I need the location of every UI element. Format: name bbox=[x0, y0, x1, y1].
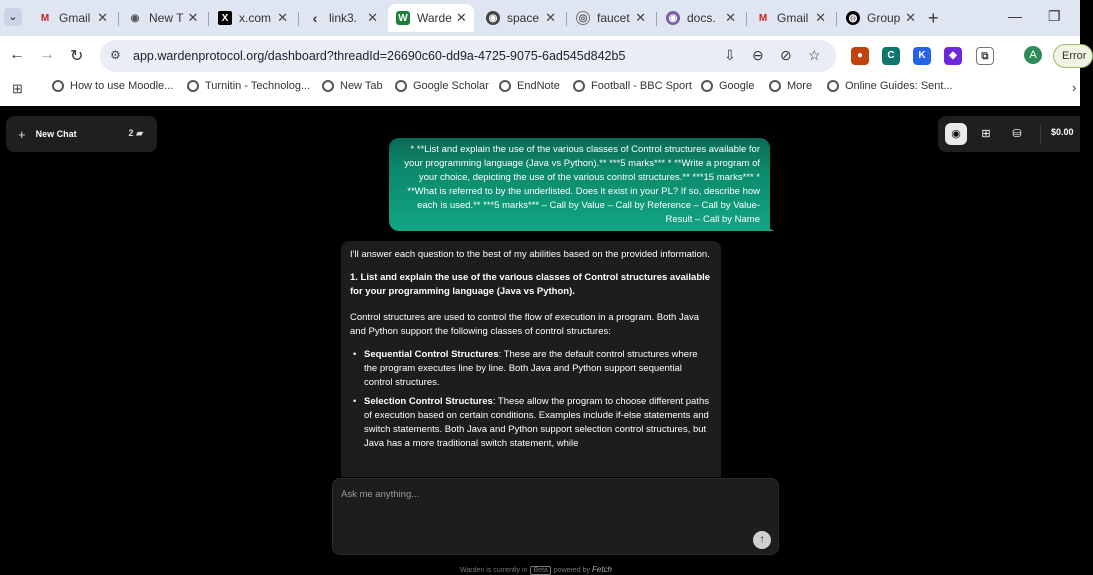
tab-x[interactable]: X x.com ✕ bbox=[210, 4, 296, 32]
globe-icon bbox=[395, 80, 407, 92]
assistant-heading: 1. List and explain the use of the various classes of Control structures available for your programming language (Java vs Python). bbox=[350, 272, 711, 297]
apps-grid-icon[interactable]: ⊞ bbox=[12, 81, 23, 96]
close-icon[interactable]: ✕ bbox=[635, 10, 646, 25]
extension-c-icon[interactable]: C bbox=[882, 47, 900, 65]
forward-arrow-icon[interactable]: → bbox=[39, 46, 55, 63]
reload-icon[interactable]: ↻ bbox=[70, 48, 84, 65]
restore-icon[interactable]: ❐ bbox=[1048, 8, 1061, 24]
close-icon[interactable]: ✕ bbox=[97, 10, 108, 25]
site-info-icon[interactable]: ⚙ bbox=[110, 48, 121, 62]
bookmark-new-tab[interactable]: New Tab bbox=[322, 80, 383, 92]
tab-docs[interactable]: ◉ docs. ✕ bbox=[658, 4, 744, 32]
bookmarks-overflow-icon[interactable]: › bbox=[1072, 80, 1077, 95]
error-chip[interactable]: Error bbox=[1053, 44, 1093, 68]
tab-strip bbox=[0, 0, 1080, 36]
new-chat-button[interactable] bbox=[6, 116, 157, 152]
globe-icon bbox=[701, 80, 713, 92]
list-item: • Sequential Control Structures: These are the default control structures where the program executes line by line. Both Java and Python support sequential control structures. bbox=[350, 348, 712, 390]
eye-slash-icon[interactable]: ⊘ bbox=[780, 47, 792, 63]
faucet-icon: ◎ bbox=[576, 11, 590, 25]
send-arrow-icon[interactable]: ↑ bbox=[753, 531, 771, 549]
extensions-puzzle-icon[interactable]: ⧉ bbox=[976, 47, 994, 65]
extension-shield-icon[interactable]: ◆ bbox=[944, 47, 962, 65]
globe-icon bbox=[322, 80, 334, 92]
assistant-list bbox=[350, 348, 712, 451]
close-icon[interactable]: ✕ bbox=[277, 10, 288, 25]
globe-icon bbox=[573, 80, 585, 92]
tab-faucet[interactable]: ◎ faucet ✕ bbox=[568, 4, 654, 32]
extension-flame-icon[interactable]: ● bbox=[851, 47, 869, 65]
footer-note: Warden is currently in Beta powered by Fetch bbox=[460, 565, 613, 574]
minimize-icon[interactable]: — bbox=[1008, 8, 1022, 24]
assistant-intro: I'll answer each question to the best of my abilities based on the provided information. bbox=[350, 249, 710, 260]
close-icon[interactable]: ✕ bbox=[725, 10, 736, 25]
tab-group[interactable]: ◍ Group ✕ bbox=[838, 4, 924, 32]
bookmark-google-scholar[interactable]: Google Scholar bbox=[395, 80, 489, 92]
docs-icon: ◉ bbox=[666, 11, 680, 25]
assistant-message bbox=[341, 241, 721, 477]
bookmark-online-guides[interactable]: Online Guides: Sent... bbox=[827, 80, 953, 92]
bookmark-turnitin[interactable]: Turnitin - Technolog... bbox=[187, 80, 310, 92]
globe-icon bbox=[769, 80, 781, 92]
plus-icon: + bbox=[18, 126, 26, 142]
user-message-bubble: * **List and explain the use of the various classes of Control structures available for your programming language (Java vs Python).** ***5 marks*** * **Write a program of your choice, depicting the use of the various control structures.** ***15 marks*** * **What is referred to by the underlisted. Does it exist in your PL? If so, describe how each is used.** ***5 marks*** – Call by Value – Call by Reference – Call by Value-Result – Call by Name bbox=[389, 138, 770, 231]
install-app-icon[interactable]: ⇩ bbox=[724, 47, 736, 63]
new-tab-plus-icon[interactable]: + bbox=[928, 8, 939, 28]
close-icon[interactable]: ✕ bbox=[815, 10, 826, 25]
chat-mode-icon[interactable]: ◉ bbox=[945, 123, 967, 145]
globe-icon bbox=[827, 80, 839, 92]
tab-gmail[interactable]: M Gmail ✕ bbox=[30, 4, 116, 32]
globe-icon bbox=[499, 80, 511, 92]
chrome-icon: ◉ bbox=[130, 12, 140, 24]
tab-space[interactable]: ◉ space ✕ bbox=[478, 4, 564, 32]
space-icon: ◉ bbox=[486, 11, 500, 25]
profile-avatar[interactable]: A bbox=[1024, 46, 1042, 64]
beta-badge: Beta bbox=[530, 566, 550, 575]
chat-count: 2 ▰ bbox=[128, 128, 143, 138]
bookmarks-bar bbox=[0, 76, 1080, 100]
apps-grid-icon[interactable]: ⊞ bbox=[981, 128, 991, 140]
star-bookmark-icon[interactable]: ☆ bbox=[808, 47, 821, 63]
bookmark-bbc-sport[interactable]: Football - BBC Sport bbox=[573, 80, 692, 92]
bookmark-google[interactable]: Google bbox=[701, 80, 754, 92]
warden-icon: W bbox=[396, 11, 410, 25]
tab-warden[interactable]: W Warde ✕ bbox=[388, 4, 474, 32]
top-right-controls bbox=[938, 116, 1080, 152]
fetch-logo: Fetch bbox=[592, 565, 613, 574]
bookmark-more[interactable]: More bbox=[769, 80, 812, 92]
extension-k-icon[interactable]: K bbox=[913, 47, 931, 65]
gmail-icon: M bbox=[40, 12, 50, 24]
wallet-icon[interactable]: ⛁ bbox=[1012, 128, 1022, 140]
link3-icon: ‹ bbox=[312, 10, 318, 26]
group-icon: ◍ bbox=[846, 11, 860, 25]
zoom-icon[interactable]: ⊖ bbox=[752, 47, 764, 63]
bookmark-moodle[interactable]: How to use Moodle... bbox=[52, 80, 173, 92]
tab-new-tab[interactable]: ◉ New T ✕ bbox=[120, 4, 206, 32]
tab-search-chevron-icon[interactable]: ⌄ bbox=[4, 8, 22, 26]
chat-input[interactable] bbox=[332, 478, 779, 555]
x-icon: X bbox=[218, 11, 232, 25]
chat-input-placeholder: Ask me anything... bbox=[341, 489, 420, 500]
bookmark-endnote[interactable]: EndNote bbox=[499, 80, 560, 92]
globe-icon bbox=[187, 80, 199, 92]
chat-bubbles-icon: ▰ bbox=[136, 128, 143, 138]
close-icon[interactable]: ✕ bbox=[545, 10, 556, 25]
new-chat-label: New Chat bbox=[35, 129, 77, 139]
assistant-paragraph: Control structures are used to control the flow of execution in a program. Both Java and Python support the following classes of control structures: bbox=[350, 312, 700, 337]
address-bar[interactable] bbox=[100, 40, 836, 72]
close-icon[interactable]: ✕ bbox=[367, 10, 378, 25]
balance-value: $0.00 bbox=[1051, 127, 1074, 137]
close-icon[interactable]: ✕ bbox=[455, 10, 467, 25]
browser-toolbar bbox=[0, 36, 1087, 76]
globe-icon bbox=[52, 80, 64, 92]
url-text[interactable]: app.wardenprotocol.org/dashboard?threadId=26690c60-dd9a-4725-9075-6ad545d842b5 bbox=[133, 49, 626, 63]
close-icon[interactable]: ✕ bbox=[187, 10, 199, 25]
warden-app bbox=[0, 106, 1080, 573]
tab-gmail-2[interactable]: M Gmail ✕ bbox=[748, 4, 834, 32]
gmail-icon: M bbox=[758, 12, 768, 24]
list-item: • Selection Control Structures: These allow the program to choose different paths of execution based on certain conditions. Examples include if-else statements and switch statements. Both Java and Python support selection control structures, but Java has a more traditional switch statement, while bbox=[350, 395, 712, 451]
close-icon[interactable]: ✕ bbox=[905, 10, 916, 25]
tab-link3[interactable]: ‹ link3. ✕ bbox=[300, 4, 386, 32]
back-arrow-icon[interactable]: ← bbox=[9, 46, 25, 63]
